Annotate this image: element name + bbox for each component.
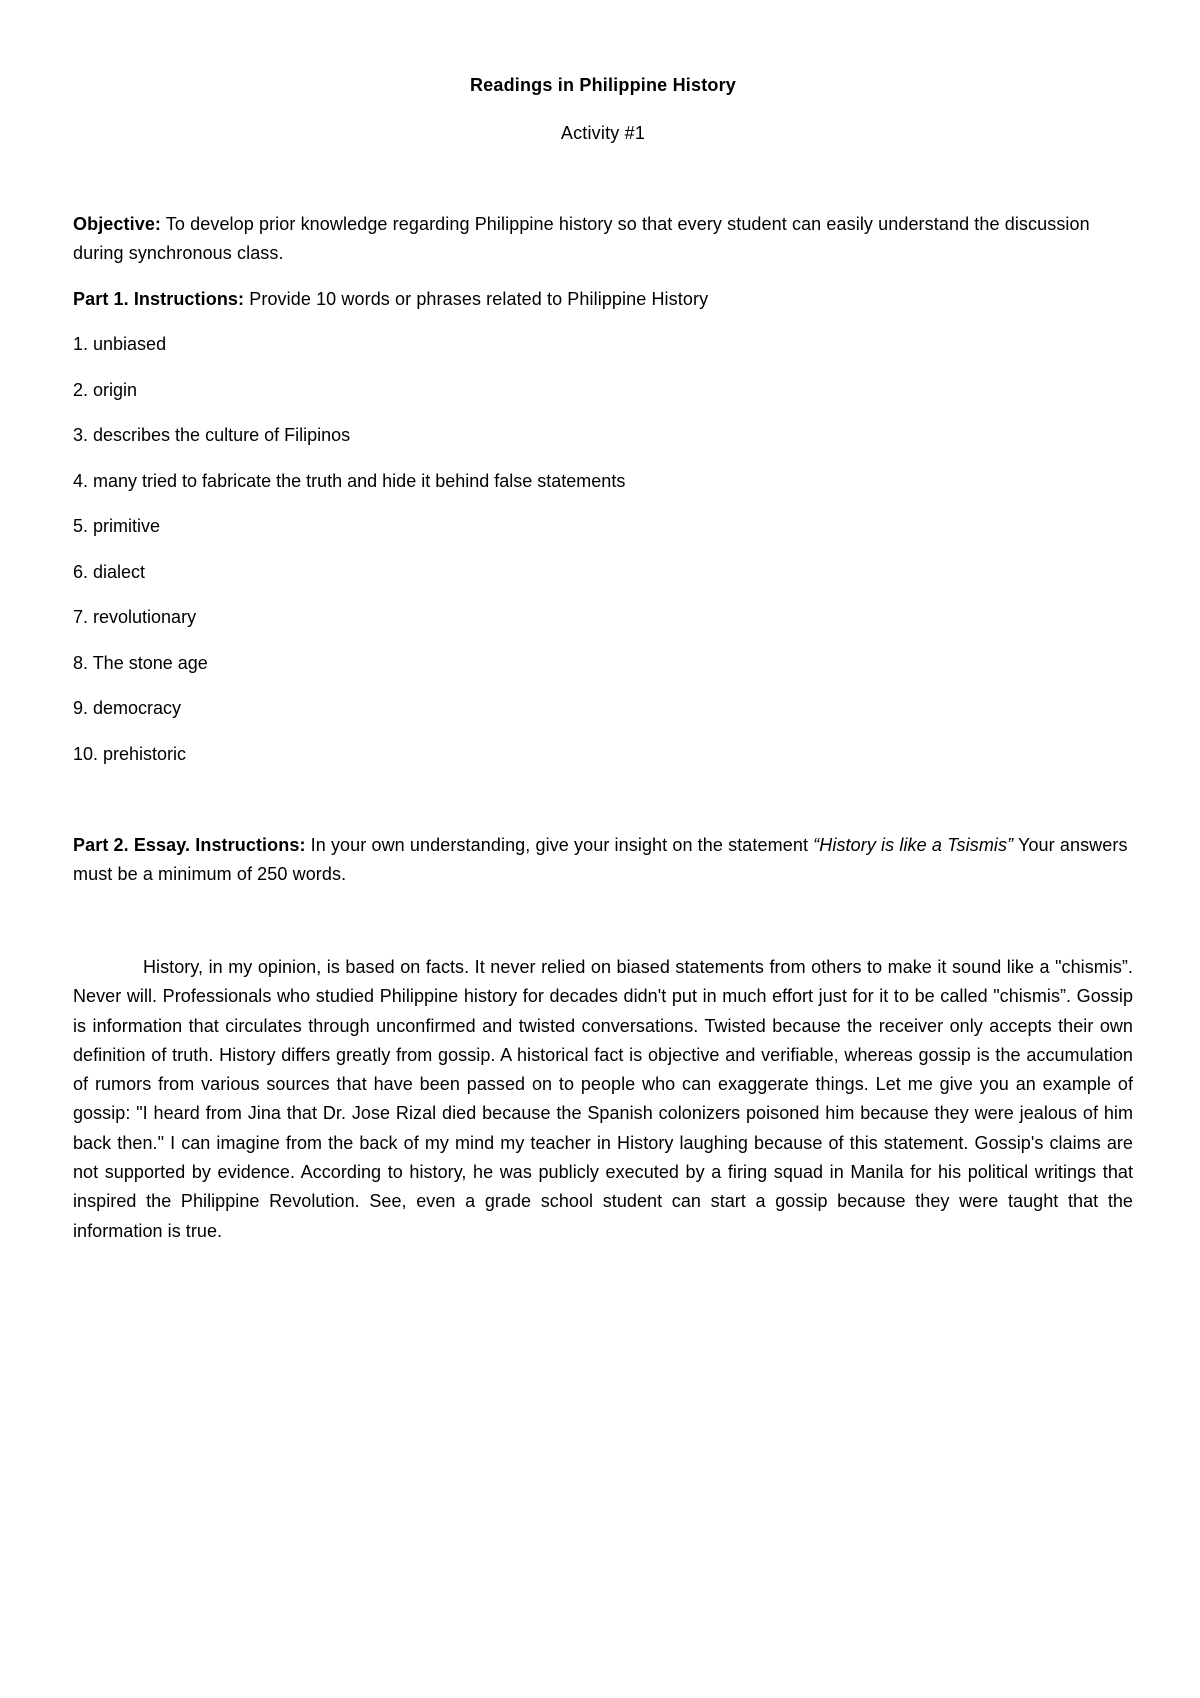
list-item: 7. revolutionary bbox=[73, 607, 197, 627]
list-item: 9. democracy bbox=[73, 698, 182, 718]
part2-label: Part 2. Essay. Instructions: bbox=[73, 835, 306, 855]
essay-paragraph: History, in my opinion, is based on facts. It never relied on biased statements from others to make it sound like a "chismis”. Never will. Professionals who studied Philippine history for decades didn't put in much effort just for it to be called "chismis”. Gossip is information that circulates through unconfirmed and twisted conversations. Twisted because the receiver only accepts their own definition of truth. History differs greatly from gossip. A historical fact is objective and verifiable, whereas gossip is the accumulation of rumors from various sources that have been passed on to people who can exaggerate things. Let me give you an example of gossip: "I heard from Jina that Dr. Jose Rizal died because the Spanish colonizers poisoned him because they were jealous of him back then." I can imagine from the back of my mind my teacher in History laughing because of this statement. Gossip's claims are not supported by evidence. According to history, he was publicly executed by a firing squad in Manila for his political writings that inspired the Philippine Revolution. See, even a grade school student can start a gossip because they were taught that the information is true. bbox=[73, 957, 1133, 1241]
part2-text-before: In your own understanding, give your insight on the statement bbox=[305, 835, 814, 855]
list-item: 4. many tried to fabricate the truth and hide it behind false statements bbox=[73, 470, 626, 491]
document-subtitle: Activity #1 bbox=[560, 123, 646, 143]
list-item: 6. dialect bbox=[73, 561, 146, 582]
objective-label: Objective: bbox=[73, 214, 162, 234]
list-item: 3. describes the culture of Filipinos bbox=[73, 425, 351, 445]
list-item: 2. origin bbox=[73, 379, 138, 400]
part2-instructions bbox=[73, 831, 1133, 889]
objective-text: To develop prior knowledge regarding Philippine history so that every student can easily understand the discussion during synchronous class. bbox=[73, 214, 1090, 263]
document-title: Readings in Philippine History bbox=[469, 75, 737, 95]
part2-text-after: Your answers must be a minimum of 250 words. bbox=[73, 835, 1128, 884]
part1-text: Provide 10 words or phrases related to Philippine History bbox=[244, 289, 709, 309]
list-item: 1. unbiased bbox=[73, 334, 167, 354]
objective-paragraph bbox=[73, 210, 1133, 268]
list-item: 8. The stone age bbox=[73, 652, 208, 673]
part1-instructions bbox=[73, 285, 1133, 314]
part2-quote: “History is like a Tsismis” bbox=[813, 835, 1014, 855]
part1-word-list bbox=[73, 330, 625, 785]
list-item: 5. primitive bbox=[73, 516, 161, 536]
part1-label: Part 1. Instructions: bbox=[73, 289, 245, 309]
list-item: 10. prehistoric bbox=[73, 743, 187, 764]
